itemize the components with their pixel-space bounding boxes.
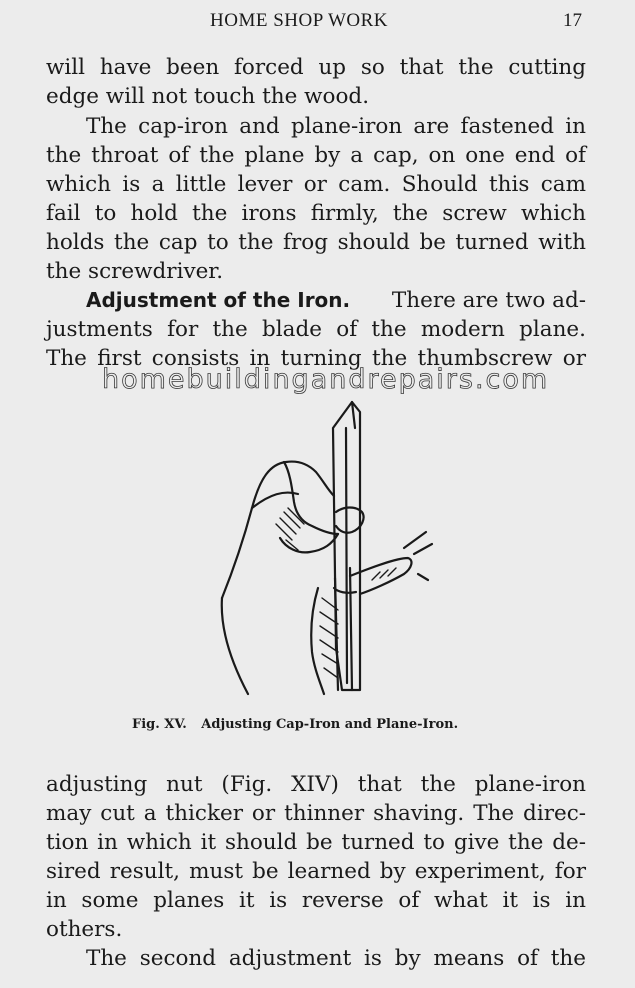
text-line: fail to hold the irons firmly, the screw which xyxy=(46,201,586,226)
paragraph-start xyxy=(86,286,586,315)
text-line: justments for the blade of the modern plane. xyxy=(46,317,586,342)
page-number: 17 xyxy=(563,10,582,31)
cap-iron-shape xyxy=(335,568,352,690)
text-line: which is a little lever or cam. Should this cam xyxy=(46,172,586,197)
text-line: in some planes it is reverse of what it is in xyxy=(46,888,586,913)
page-header xyxy=(0,10,635,34)
text-line: others. xyxy=(46,917,123,942)
paragraph-start: The second adjustment is by means of the xyxy=(86,946,586,971)
text-line: the screwdriver. xyxy=(46,259,224,284)
text-line: edge will not touch the wood. xyxy=(46,84,370,109)
figure-label: Fig. XV. xyxy=(132,717,187,732)
figure-caption-text: Adjusting Cap-Iron and Plane-Iron. xyxy=(201,717,459,732)
text-line: may cut a thicker or thinner shaving. The direc- xyxy=(46,801,586,826)
running-title: HOME SHOP WORK xyxy=(210,10,389,31)
text-line: tion in which it should be turned to give the de- xyxy=(46,830,586,855)
text-line: sired result, must be learned by experiment, for xyxy=(46,859,586,884)
text-line: The first consists in turning the thumbscrew or xyxy=(46,346,586,371)
text-line: will have been forced up so that the cutting xyxy=(46,55,586,80)
text-line: the throat of the plane by a cap, on one end of xyxy=(46,143,586,168)
blade-edge-line xyxy=(346,428,347,683)
hand-outline xyxy=(222,462,334,598)
figure-caption xyxy=(132,717,522,732)
figure-illustration xyxy=(200,398,440,698)
text-line: adjusting nut (Fig. XIV) that the plane-iron xyxy=(46,772,586,797)
watermark-text: homebuildingandrepairs.com xyxy=(102,364,550,395)
text-span: There are two ad- xyxy=(391,288,586,313)
paragraph-start: The cap-iron and plane-iron are fastened in xyxy=(86,114,586,139)
section-heading: Adjustment of the Iron. xyxy=(86,288,351,312)
text-line: holds the cap to the frog should be turned with xyxy=(46,230,586,255)
